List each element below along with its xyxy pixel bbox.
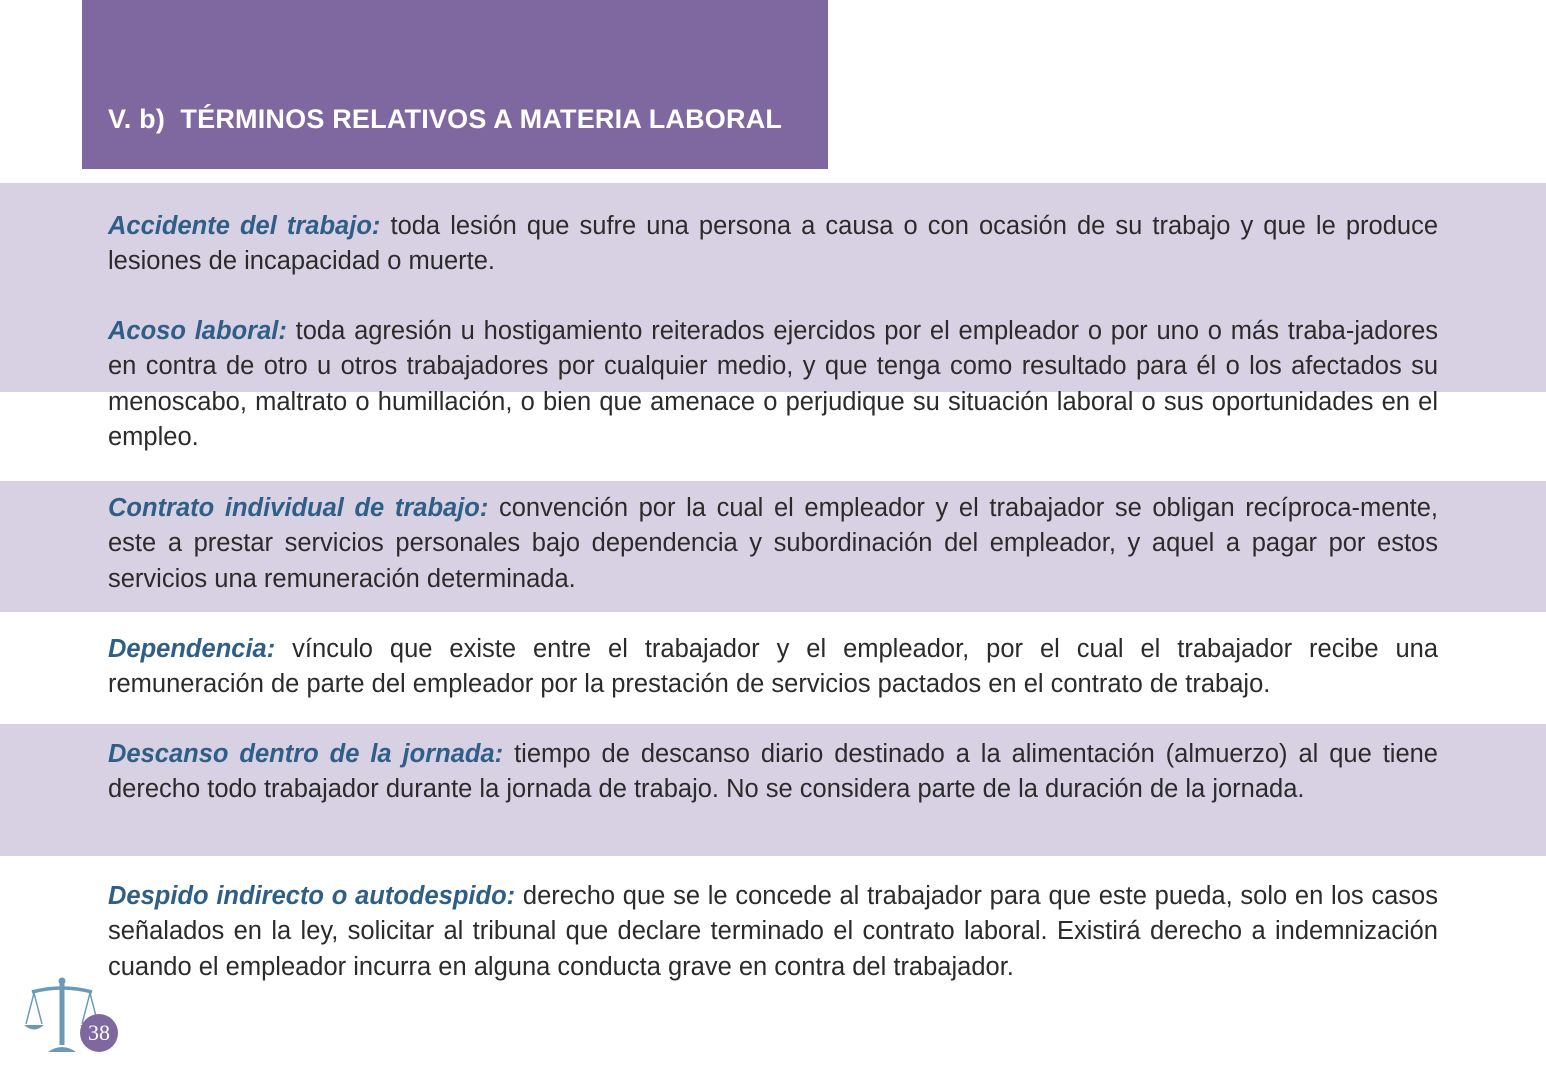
glossary-band-3 <box>0 481 1546 612</box>
glossary-band-5 <box>0 724 1546 856</box>
glossary-band-6 <box>0 856 1546 986</box>
entry-term: Accidente del trabajo: <box>108 212 381 240</box>
glossary-entry <box>108 612 1438 703</box>
section-title: V. b) TÉRMINOS RELATIVOS A MATERIA LABORAL <box>108 104 783 134</box>
glossary-entry <box>108 481 1438 597</box>
entry-term: Contrato individual de trabajo: <box>108 494 489 522</box>
entry-definition: convención por la cual el empleador y el trabajador se obligan recíproca-mente, este a prestar servicios personales bajo dependencia y subordinación del empleador, y aquel a pagar por estos servicios una remuneración determinada. <box>108 494 1438 593</box>
glossary-entry <box>108 856 1438 985</box>
entry-term: Despido indirecto o autodespido: <box>108 882 516 910</box>
entry-term: Descanso dentro de la jornada: <box>108 740 504 768</box>
page-number: 38 <box>80 1014 118 1052</box>
entry-definition: vínculo que existe entre el trabajador y el empleador, por el cual el trabajador recibe una remuneración de parte del empleador por la prestación de servicios pactados en el contrato de trabajo. <box>108 635 1438 699</box>
entry-definition: derecho que se le concede al trabajador para que este pueda, solo en los casos señalados en la ley, solicitar al tribunal que declare terminado el contrato laboral. Existirá derecho a indemnización cuando el empleador incurra en alguna conducta grave en contra del trabajador. <box>108 882 1438 981</box>
glossary-entry <box>108 183 1438 280</box>
glossary-band-2 <box>0 299 1546 481</box>
glossary-entry <box>108 299 1438 455</box>
glossary-entry <box>108 724 1438 808</box>
entry-definition: toda agresión u hostigamiento reiterados ejercidos por el empleador o por uno o más traba-jadores en contra de otro u otros trabajadores por cualquier medio, y que tenga como resultado para él o los afectados su menoscabo, maltrato o humillación, o bien que amenace o perjudique su situación laboral o sus oportunidades en el empleo. <box>108 317 1438 451</box>
glossary-band-1 <box>0 183 1546 299</box>
entry-definition: tiempo de descanso diario destinado a la alimentación (almuerzo) al que tiene derecho todo trabajador durante la jornada de trabajo. No se considera parte de la duración de la jornada. <box>108 740 1438 804</box>
entry-definition: toda lesión que sufre una persona a causa o con ocasión de su trabajo y que le produce lesiones de incapacidad o muerte. <box>108 212 1438 276</box>
entry-term: Acoso laboral: <box>108 317 287 345</box>
glossary-band-4 <box>0 612 1546 724</box>
section-header <box>82 0 828 169</box>
entry-term: Dependencia: <box>108 635 276 663</box>
